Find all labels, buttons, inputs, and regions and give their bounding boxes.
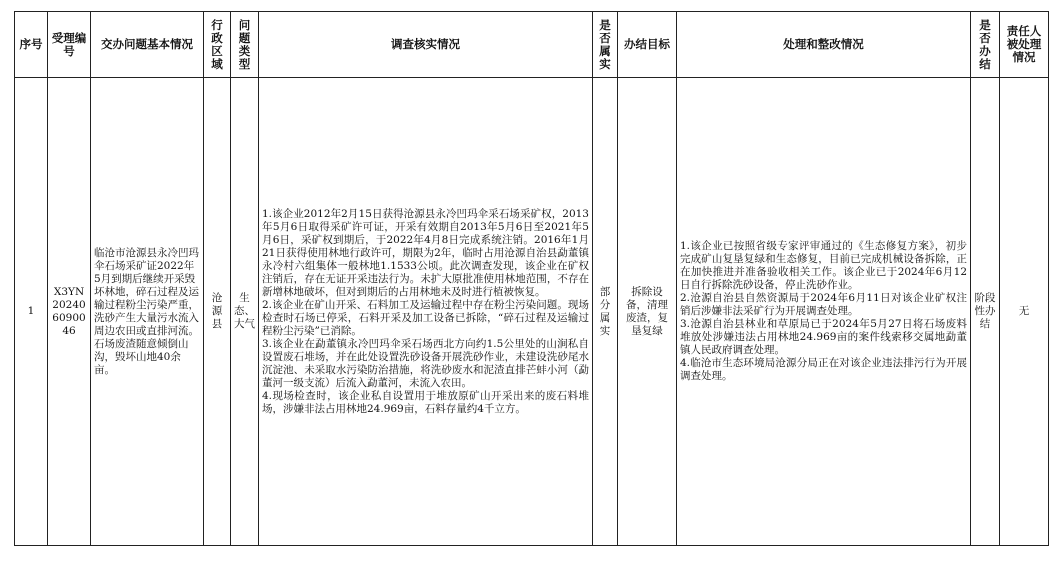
handling-item: 1.该企业已按照省级专家评审通过的《生态修复方案》，初步完成矿山复垦复绿和生态修复，目前已完成机械设备拆除，正在加快推进并准备验收相关工作。该企业已于2024年6月12日自行拆除洗砂设备，停止洗砂作业。 [680,240,967,291]
cell-goal: 拆除设备，清理废渣，复垦复绿 [618,78,677,546]
header-goal: 办结目标 [618,12,677,78]
cell-responsibility: 无 [1000,78,1049,546]
cell-area: 沧源县 [204,78,231,546]
cell-no: 1 [15,78,48,546]
investigation-item: 4.现场检查时，该企业私自设置用于堆放原矿山开采出来的废石料堆场，涉嫌非法占用林地24.969亩，石料存量约4千立方。 [262,389,589,415]
cell-completed: 阶段性办结 [971,78,1000,546]
header-type: 问题类型 [231,12,259,78]
handling-item: 4.临沧市生态环境局沧源分局正在对该企业违法排污行为开展调查处理。 [680,357,967,382]
header-investigation: 调查核实情况 [259,12,593,78]
header-no: 序号 [15,12,48,78]
header-handling: 处理和整改情况 [677,12,971,78]
header-verified: 是否属实 [593,12,618,78]
cell-type: 生态、大气 [231,78,259,546]
cell-investigation [259,78,593,546]
header-responsibility: 责任人被处理情况 [1000,12,1049,78]
complaint-table [14,11,1049,546]
header-row [15,12,1049,78]
handling-item: 2.沧源自治县自然资源局于2024年6月11日对该企业矿权注销后涉嫌非法采矿行为开展调查处理。 [680,292,967,317]
handling-item: 3.沧源自治县林业和草原局已于2024年5月27日将石场废料堆放处涉嫌违法占用林地24.969亩的案件线索移交属地勐董镇人民政府调查处理。 [680,318,967,356]
cell-id: X3YN202406090046 [48,78,91,546]
header-id: 受理编号 [48,12,91,78]
table-row [15,78,1049,546]
investigation-item: 2.该企业在矿山开采、石料加工及运输过程中存在粉尘污染问题。现场检查时石场已停采，石料开采及加工设备已拆除，“碎石过程及运输过程粉尘污染”已消除。 [262,298,589,337]
header-completed: 是否办结 [971,12,1000,78]
cell-handling [677,78,971,546]
header-area: 行政区域 [204,12,231,78]
cell-verified: 部分属实 [593,78,618,546]
header-issue: 交办问题基本情况 [91,12,204,78]
investigation-item: 1.该企业2012年2月15日获得沧源县永冷凹玛伞采石场采矿权，2013年5月6日取得采矿许可证，开采有效期自2013年5月6日至2021年5月6日，采矿权到期后，于2022年4月8日完成系统注销。2016年1月21日获得使用林地行政许可，期限为2年，临时占用沧源自治县勐董镇永冷村六组集体一般林地1.1533公顷。此次调查发现，该企业在矿权注销后，存在无证开采违法行为。未扩大原批准使用林地范围，不存在新增林地破坏，但对到期后的占用林地未及时进行植被恢复。 [262,207,589,298]
cell-issue: 临沧市沧源县永冷凹玛伞石场采矿证2022年5月到期后继续开采毁坏林地，碎石过程及运输过程粉尘污染严重，洗砂产生大量污水流入周边农田或直排河流。石场废渣随意倾倒山沟，毁坏山地40余亩。 [91,78,204,546]
investigation-item: 3.该企业在勐董镇永冷凹玛伞采石场西北方向约1.5公里处的山涧私自设置废石堆场，并在此处设置洗砂设备开展洗砂作业，未建设洗砂尾水沉淀池、未采取水污染防治措施，将洗砂废水和泥渣直排芒蚌小河（勐董河一级支流）后流入勐董河，未流入农田。 [262,337,589,389]
